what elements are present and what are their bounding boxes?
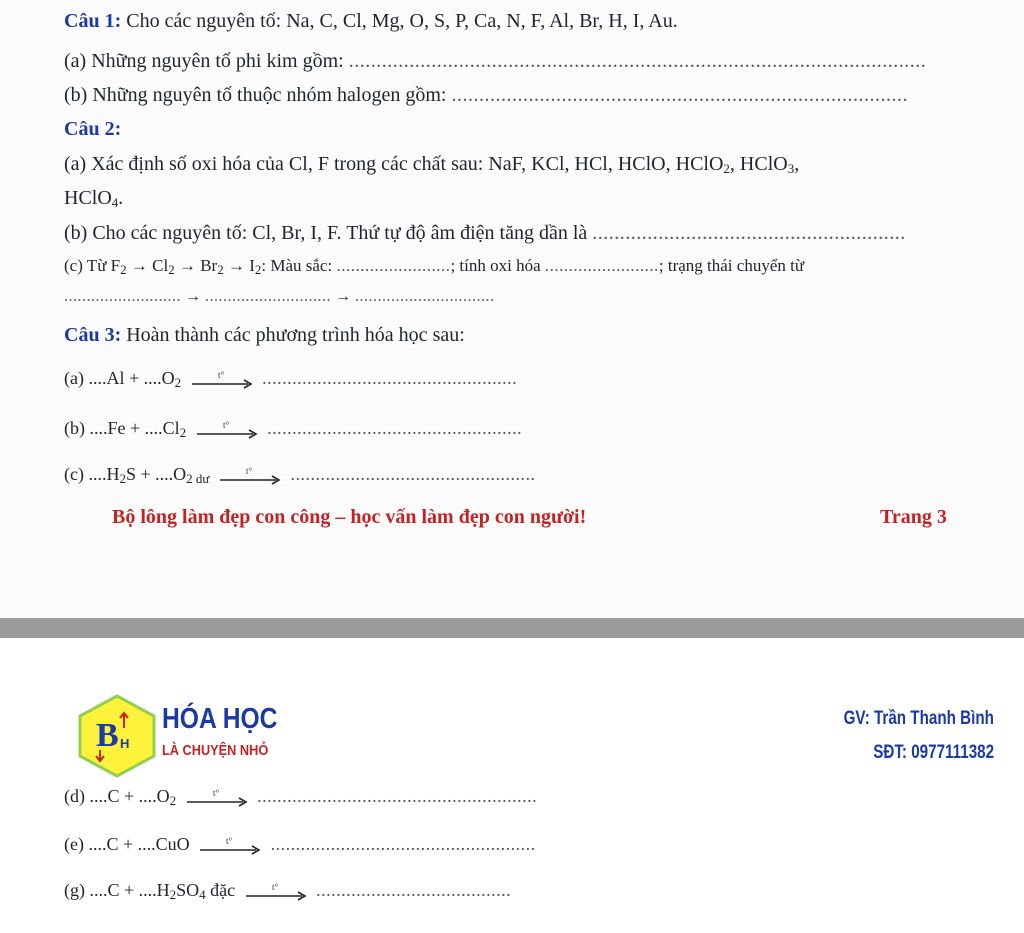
teacher-name: GV: Trần Thanh Bình xyxy=(843,708,994,729)
q1-line xyxy=(64,10,678,33)
footer-page-number: Trang 3 xyxy=(880,506,947,528)
q2-c-dots4: ............................ xyxy=(205,288,331,305)
q2-c-oxi: ; tính oxi hóa xyxy=(450,256,545,275)
q3-c-line: (c) $....H_2S + ....O_{2 dư}$ t° ................................................. xyxy=(64,464,536,486)
q1-b-line xyxy=(64,84,908,107)
q3-c-sub: 2 dư xyxy=(186,471,210,486)
hexagon-logo-icon xyxy=(74,692,160,778)
q1-a-line xyxy=(64,50,926,73)
heat-arrow-icon xyxy=(218,467,282,485)
q1-a-text: (a) Những nguyên tố phi kim gồm: xyxy=(64,50,349,72)
teacher-phone: SĐT: 0977111382 xyxy=(873,742,994,763)
q3-g-line: (g) $....C + ....H_2SO_4$ đặc t° ....................................... xyxy=(64,880,512,902)
heat-arrow-icon xyxy=(190,371,254,389)
q3-b-prefix: (b) ....Fe + ....Cl xyxy=(64,418,180,438)
q3-b-dots: ................................................... xyxy=(267,418,523,438)
q1-b-dots: ................................................................................... xyxy=(451,84,908,106)
q2-b-dots: ......................................................... xyxy=(592,222,906,244)
q2-a-text: (a) Xác định số oxi hóa của Cl, F trong các chất sau: NaF, KCl, HCl, HClO, HClO xyxy=(64,153,724,175)
q3-e-dots: ..................................................... xyxy=(270,834,536,854)
svg-text:t°: t° xyxy=(226,836,233,846)
svg-text:B: B xyxy=(96,717,119,754)
svg-text:t°: t° xyxy=(271,882,278,892)
q3-text: Hoàn thành các phương trình hóa học sau: xyxy=(121,324,465,346)
q1-text: Cho các nguyên tố: Na, C, Cl, Mg, O, S, P, Ca, N, F, Al, Br, H, I, Au. xyxy=(121,10,678,32)
q1-a-dots: ......................................................................................................... xyxy=(348,50,927,72)
q3-g-suffix: đặc xyxy=(205,880,236,900)
page-separator xyxy=(0,618,1024,638)
q3-d-dots: ........................................................ xyxy=(257,786,538,806)
q3-c-dots: ................................................. xyxy=(290,464,536,484)
q2-a-line: (a) Xác định số oxi hóa của Cl, F trong các chất sau: NaF, KCl, HCl, HClO, HClO$_2$, HClO$_3$, xyxy=(64,153,800,176)
q3-g-dots: ....................................... xyxy=(316,880,512,900)
q2-c-mid: : Màu sắc: xyxy=(261,256,337,275)
heat-arrow-icon xyxy=(198,837,262,855)
brand-title: HÓA HỌC xyxy=(162,703,278,735)
q3-line xyxy=(64,324,465,347)
q3-e-line xyxy=(64,834,536,855)
q2-c-dots3: .......................... xyxy=(64,288,181,305)
q2-c-dots2: ........................ xyxy=(544,256,659,275)
q2-a-line2: HClO$_4$. xyxy=(64,187,124,210)
q2-b-text: (b) Cho các nguyên tố: Cl, Br, I, F. Thứ tự độ âm điện tăng dần là xyxy=(64,222,593,244)
q2-c-line2: .......................... → ............................ → ............................... xyxy=(64,288,495,305)
q3-a-line: (a) $....Al + ....O_2$ t° ................................................... xyxy=(64,368,518,390)
q3-d-prefix: (d) ....C + ....O xyxy=(64,786,170,806)
heat-arrow-icon xyxy=(185,789,249,807)
q3-a-dots: ................................................... xyxy=(262,368,518,388)
q2-c-dots5: ............................... xyxy=(355,288,495,305)
svg-text:t°: t° xyxy=(222,420,229,430)
q3-g-mid: SO xyxy=(176,880,200,900)
q3-b-line: (b) $....Fe + ....Cl_2$ t° ................................................... xyxy=(64,418,523,440)
brand-tagline: LÀ CHUYỆN NHỎ xyxy=(162,742,269,759)
q1-label: Câu 1: xyxy=(64,10,122,32)
q2-c-prefix: (c) Từ F xyxy=(64,256,121,275)
q2-a-end: , HClO xyxy=(729,153,788,175)
footer-motto: Bộ lông làm đẹp con công – học vấn làm đẹp con người! xyxy=(112,506,587,528)
q2-c-dots1: ........................ xyxy=(336,256,451,275)
q2-c-line: (c) Từ $F_2 \to Cl_2 \to Br_2 \to I_2$: Màu sắc: ........................; tính oxi hóa ........................; trạng thái chuyển từ xyxy=(64,256,805,277)
q3-e-prefix: (e) ....C + ....CuO xyxy=(64,834,190,854)
q2-a-hclo4: HClO xyxy=(64,187,112,209)
q2-label: Câu 2: xyxy=(64,118,122,140)
heat-arrow-icon xyxy=(244,883,308,901)
q2-c-state: ; trạng thái chuyển từ xyxy=(658,256,805,275)
q3-d-line: (d) $....C + ....O_2$ t° ........................................................ xyxy=(64,786,538,808)
q3-a-prefix: (a) ....Al + ....O xyxy=(64,368,175,388)
q2-b-line xyxy=(64,222,906,245)
svg-text:t°: t° xyxy=(212,788,219,798)
q1-b-text: (b) Những nguyên tố thuộc nhóm halogen gồm: xyxy=(64,84,452,106)
heat-arrow-icon xyxy=(195,421,259,439)
svg-text:t°: t° xyxy=(245,466,253,476)
q3-label: Câu 3: xyxy=(64,324,122,346)
svg-text:t°: t° xyxy=(217,370,224,380)
q3-c-mid: S + ....O xyxy=(125,464,187,484)
svg-text:H: H xyxy=(120,736,130,751)
q3-c-prefix: (c) ....H xyxy=(64,464,120,484)
q3-g-prefix: (g) ....C + ....H xyxy=(64,880,170,900)
